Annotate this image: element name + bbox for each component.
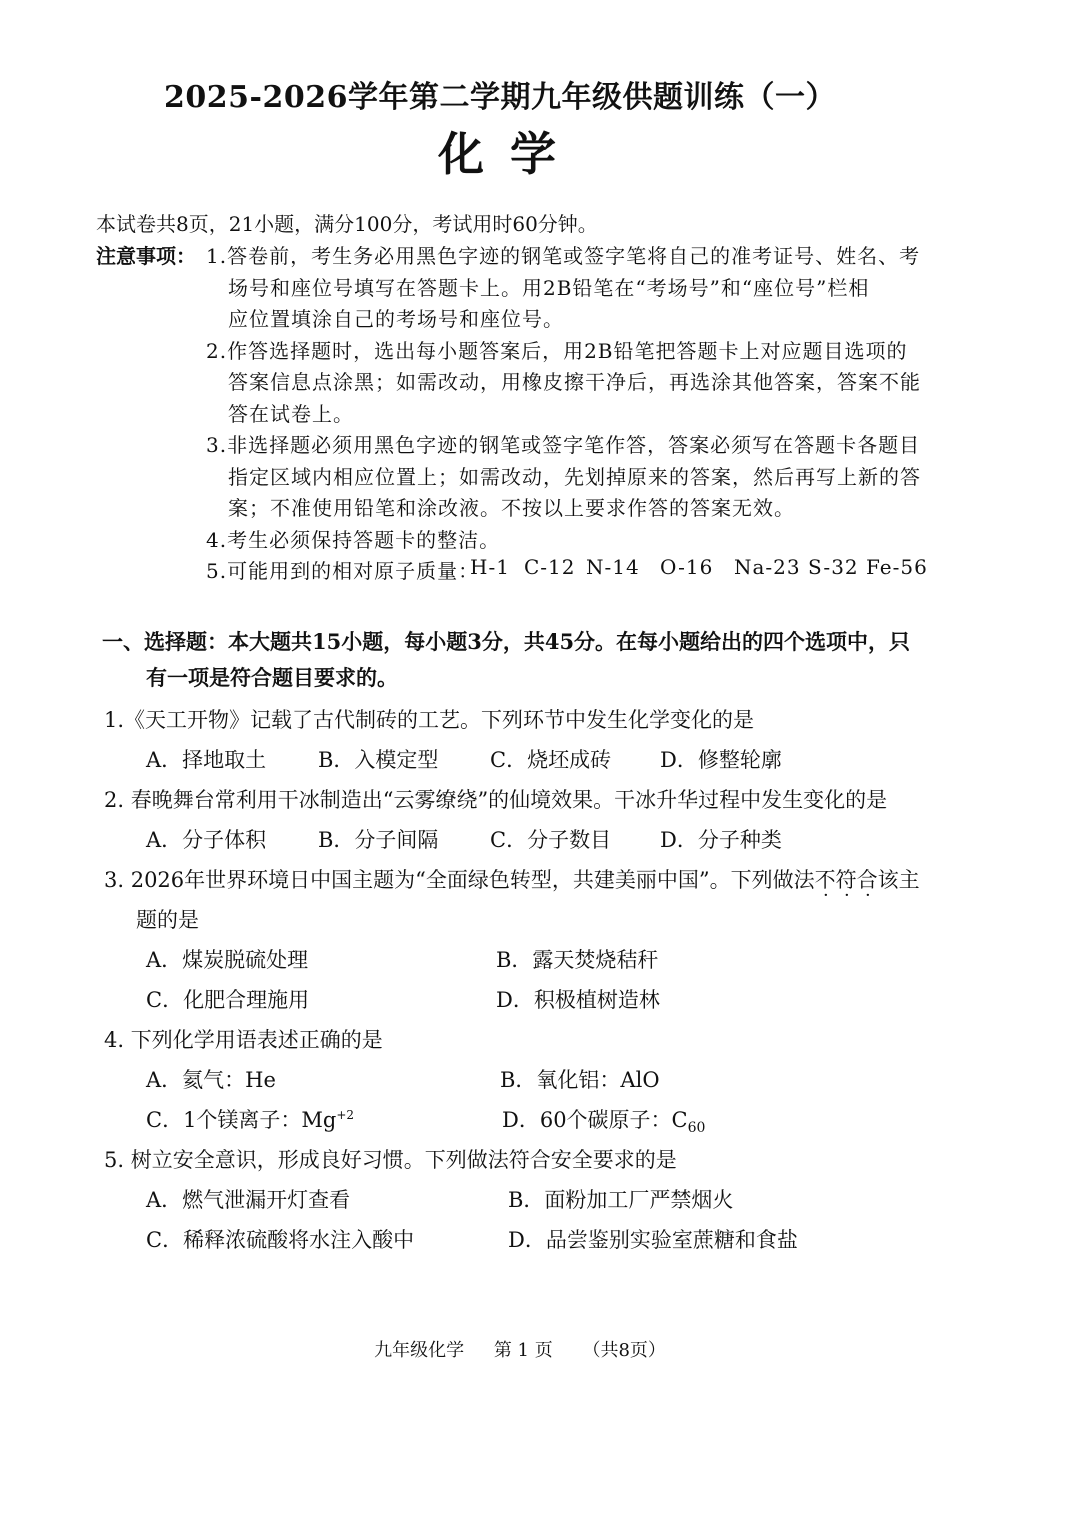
- notice-line: 3.非选择题必须用黑色字迹的钢笔或签字笔作答，答案必须写在答题卡各题目: [206, 433, 921, 457]
- question-3-stem: [104, 864, 920, 894]
- q2-option-a: A．分子体积: [146, 828, 267, 852]
- q4-option-c-charge: +2: [336, 1108, 355, 1122]
- notice-line: 答案信息点涂黑；如需改动，用橡皮擦干净后，再选涂其他答案，答案不能: [228, 370, 921, 394]
- notice-line: 场号和座位号填写在答题卡上。用2B铅笔在“考场号”和“座位号”栏相: [228, 276, 870, 300]
- question-2-stem: 2. 春晚舞台常利用干冰制造出“云雾缭绕”的仙境效果。干冰升华过程中发生变化的是: [104, 788, 888, 812]
- notice-line: 指定区域内相应位置上；如需改动，先划掉原来的答案，然后再写上新的答: [228, 465, 921, 489]
- question-3-stem-cont: 题的是: [136, 908, 199, 932]
- q3-stem-part: 该主: [877, 868, 920, 892]
- section-heading-cont: 有一项是符合题目要求的。: [146, 665, 398, 690]
- q5-option-c: C．稀释浓硫酸将水注入酸中: [146, 1228, 415, 1252]
- footer-page-number: 第 1 页: [493, 1340, 553, 1361]
- notice-line: 应位置填涂自己的考场号和座位号。: [228, 307, 564, 331]
- question-1-stem: 1.《天工开物》记载了古代制砖的工艺。下列环节中发生化学变化的是: [104, 708, 755, 732]
- q4-option-d-subscript: 60: [687, 1120, 706, 1137]
- exam-title: 2025-2026学年第二学期九年级供题训练（一）: [164, 80, 836, 115]
- subject-title: 化学: [438, 127, 582, 181]
- q5-option-a: A．燃气泄漏开灯查看: [146, 1188, 351, 1212]
- q4-option-c: [146, 1104, 354, 1134]
- section-heading: 一、选择题：本大题共15小题，每小题3分，共45分。在每小题给出的四个选项中，只: [102, 629, 911, 654]
- q3-stem-part: 3. 2026年世界环境日中国主题为“全面绿色转型，共建美丽中国”。下列做法: [104, 868, 815, 892]
- q1-option-b: B．入模定型: [318, 748, 439, 772]
- q3-option-c: C．化肥合理施用: [146, 988, 310, 1012]
- question-5-stem: 5. 树立安全意识，形成良好习惯。下列做法符合安全要求的是: [104, 1148, 677, 1172]
- q2-option-d: D．分子种类: [660, 828, 782, 852]
- footer-course: 九年级化学: [374, 1340, 465, 1361]
- q2-option-c: C．分子数目: [490, 828, 612, 852]
- atomic-mass-h: H-1: [470, 555, 510, 579]
- atomic-mass-na: Na-23: [734, 555, 801, 579]
- atomic-mass-fe: Fe-56: [866, 555, 928, 579]
- q4-option-d-text: D．60个碳原子：C: [502, 1108, 688, 1132]
- atomic-mass-c: C-12: [524, 555, 576, 579]
- q5-option-d: D．品尝鉴别实验室蔗糖和食盐: [508, 1228, 798, 1252]
- q4-option-b: B．氧化铝：AlO: [500, 1068, 660, 1092]
- q3-emphasis-char: 不: [814, 868, 836, 892]
- notice-line: 案；不准使用铅笔和涂改液。不按以上要求作答的答案无效。: [228, 496, 795, 520]
- atomic-mass-s: S-32: [808, 555, 859, 579]
- page-footer: [0, 1336, 1040, 1362]
- notice-line: 4.考生必须保持答题卡的整洁。: [206, 528, 501, 552]
- exam-intro: 本试卷共8页，21小题，满分100分，考试用时60分钟。: [96, 212, 598, 236]
- notice-line: 2.作答选择题时，选出每小题答案后，用2B铅笔把答题卡上对应题目选项的: [206, 339, 908, 363]
- footer-total-pages: （共8页）: [582, 1340, 666, 1361]
- q1-option-d: D．修整轮廓: [660, 748, 782, 772]
- q4-option-d: [502, 1104, 706, 1137]
- question-4-stem: 4. 下列化学用语表述正确的是: [104, 1028, 383, 1052]
- q3-emphasis-char: 符: [835, 868, 857, 892]
- q1-option-a: A．择地取土: [146, 748, 267, 772]
- q3-option-b: B．露天焚烧秸秆: [496, 948, 659, 972]
- notice-label: 注意事项：: [96, 244, 196, 268]
- q4-option-a: A．氦气：He: [146, 1068, 276, 1092]
- q3-option-a: A．煤炭脱硫处理: [146, 948, 309, 972]
- q3-option-d: D．积极植树造林: [496, 988, 660, 1012]
- q4-option-c-text: C．1个镁离子：Mg: [146, 1108, 337, 1132]
- atomic-mass-label: 5.可能用到的相对原子质量：: [206, 559, 480, 583]
- notice-line: 答在试卷上。: [228, 402, 354, 426]
- q2-option-b: B．分子间隔: [318, 828, 439, 852]
- q3-emphasis-char: 合: [856, 868, 878, 892]
- q5-option-b: B．面粉加工厂严禁烟火: [508, 1188, 734, 1212]
- atomic-mass-o: O-16: [660, 555, 714, 579]
- notice-line: 1.答卷前，考生务必用黑色字迹的钢笔或签字笔将自己的准考证号、姓名、考: [206, 244, 921, 268]
- q1-option-c: C．烧坯成砖: [490, 748, 612, 772]
- atomic-mass-n: N-14: [586, 555, 640, 579]
